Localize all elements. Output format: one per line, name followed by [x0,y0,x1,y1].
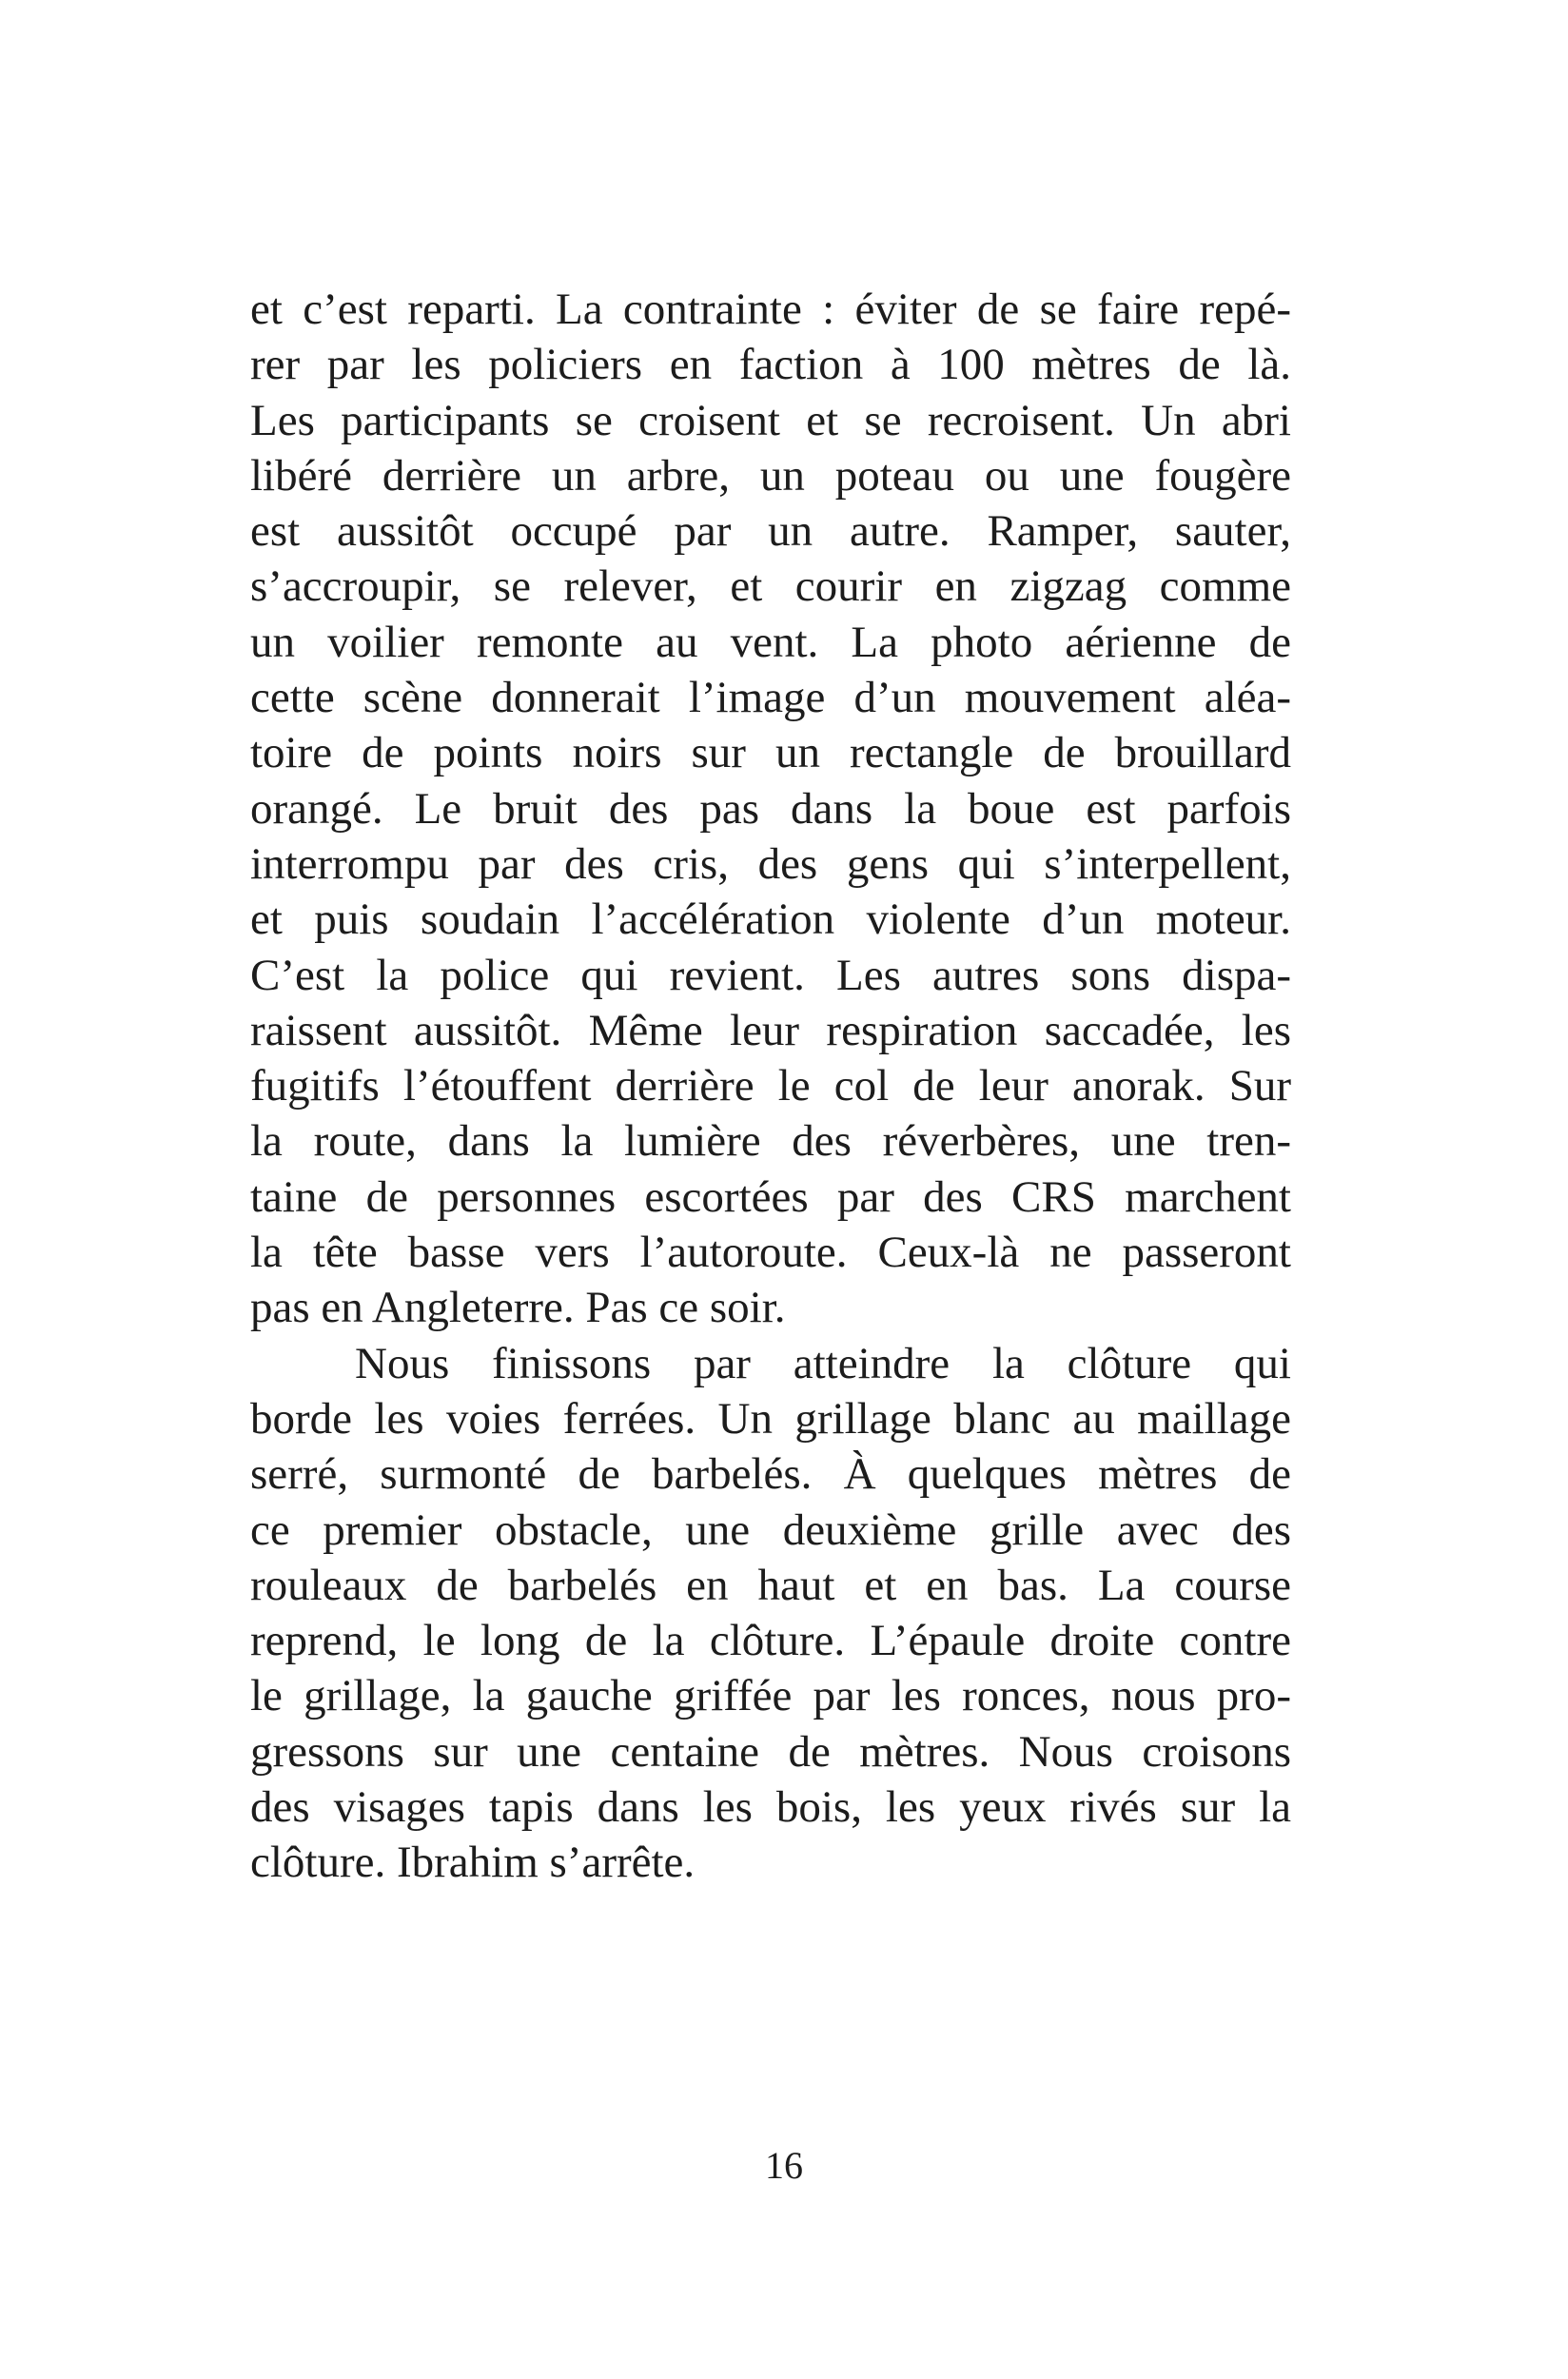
text-line: est aussitôt occupé par un autre. Ramper, sauter, [250,506,1291,557]
text-line: Nous finissons par atteindre la clôture qui [355,1338,1291,1388]
text-line: gressons sur une centaine de mètres. Nous croisons [250,1726,1291,1777]
text-line: pas en Angleterre. Pas ce soir. [250,1283,786,1333]
text-line: s’accroupir, se relever, et courir en zigzag comme [250,561,1291,612]
text-line: reprend, le long de la clôture. L’épaule droite contre [250,1616,1291,1666]
text-line: le grillage, la gauche griffée par les ronces, nous pro- [250,1671,1291,1721]
text-line: toire de points noirs sur un rectangle de brouillard [250,728,1291,778]
text-line: des visages tapis dans les bois, les yeux rivés sur la [250,1782,1291,1833]
text-line: clôture. Ibrahim s’arrête. [250,1838,696,1888]
text-line: orangé. Le bruit des pas dans la boue est parfois [250,783,1291,834]
text-line: rouleaux de barbelés en haut et en bas. La course [250,1560,1291,1610]
text-line: fugitifs l’étouffent derrière le col de leur anorak. Sur [250,1061,1291,1111]
page-number: 16 [765,2144,803,2187]
text-line: cette scène donnerait l’image d’un mouvement aléa- [250,673,1291,723]
text-line: libéré derrière un arbre, un poteau ou une fougère [250,450,1291,501]
text-line: et puis soudain l’accélération violente d’un moteur. [250,895,1291,945]
text-line: raissent aussitôt. Même leur respiration saccadée, les [250,1005,1291,1055]
body-text [250,282,1291,1891]
text-line: et c’est reparti. La contrainte : éviter de se faire repé- [250,285,1291,334]
text-line: rer par les policiers en faction à 100 mètres de là. [250,340,1291,390]
paragraph-2 [250,1336,1291,1891]
text-line: un voilier remonte au vent. La photo aérienne de [250,617,1291,667]
text-line: interrompu par des cris, des gens qui s’interpellent, [250,838,1291,889]
text-line: borde les voies ferrées. Un grillage blanc au maillage [250,1393,1291,1444]
text-line: Les participants se croisent et se recroisent. Un abri [250,395,1291,445]
text-line: ce premier obstacle, une deuxième grille avec des [250,1504,1291,1555]
text-line: C’est la police qui revient. Les autres sons dispa- [250,950,1291,1000]
text-line: serré, surmonté de barbelés. À quelques mètres de [250,1449,1291,1500]
text-line: la tête basse vers l’autoroute. Ceux-là ne passeront [250,1228,1291,1278]
text-line: taine de personnes escortées par des CRS marchent [250,1171,1291,1222]
paragraph-1 [250,282,1291,1336]
text-line: la route, dans la lumière des réverbères, une tren- [250,1116,1291,1167]
